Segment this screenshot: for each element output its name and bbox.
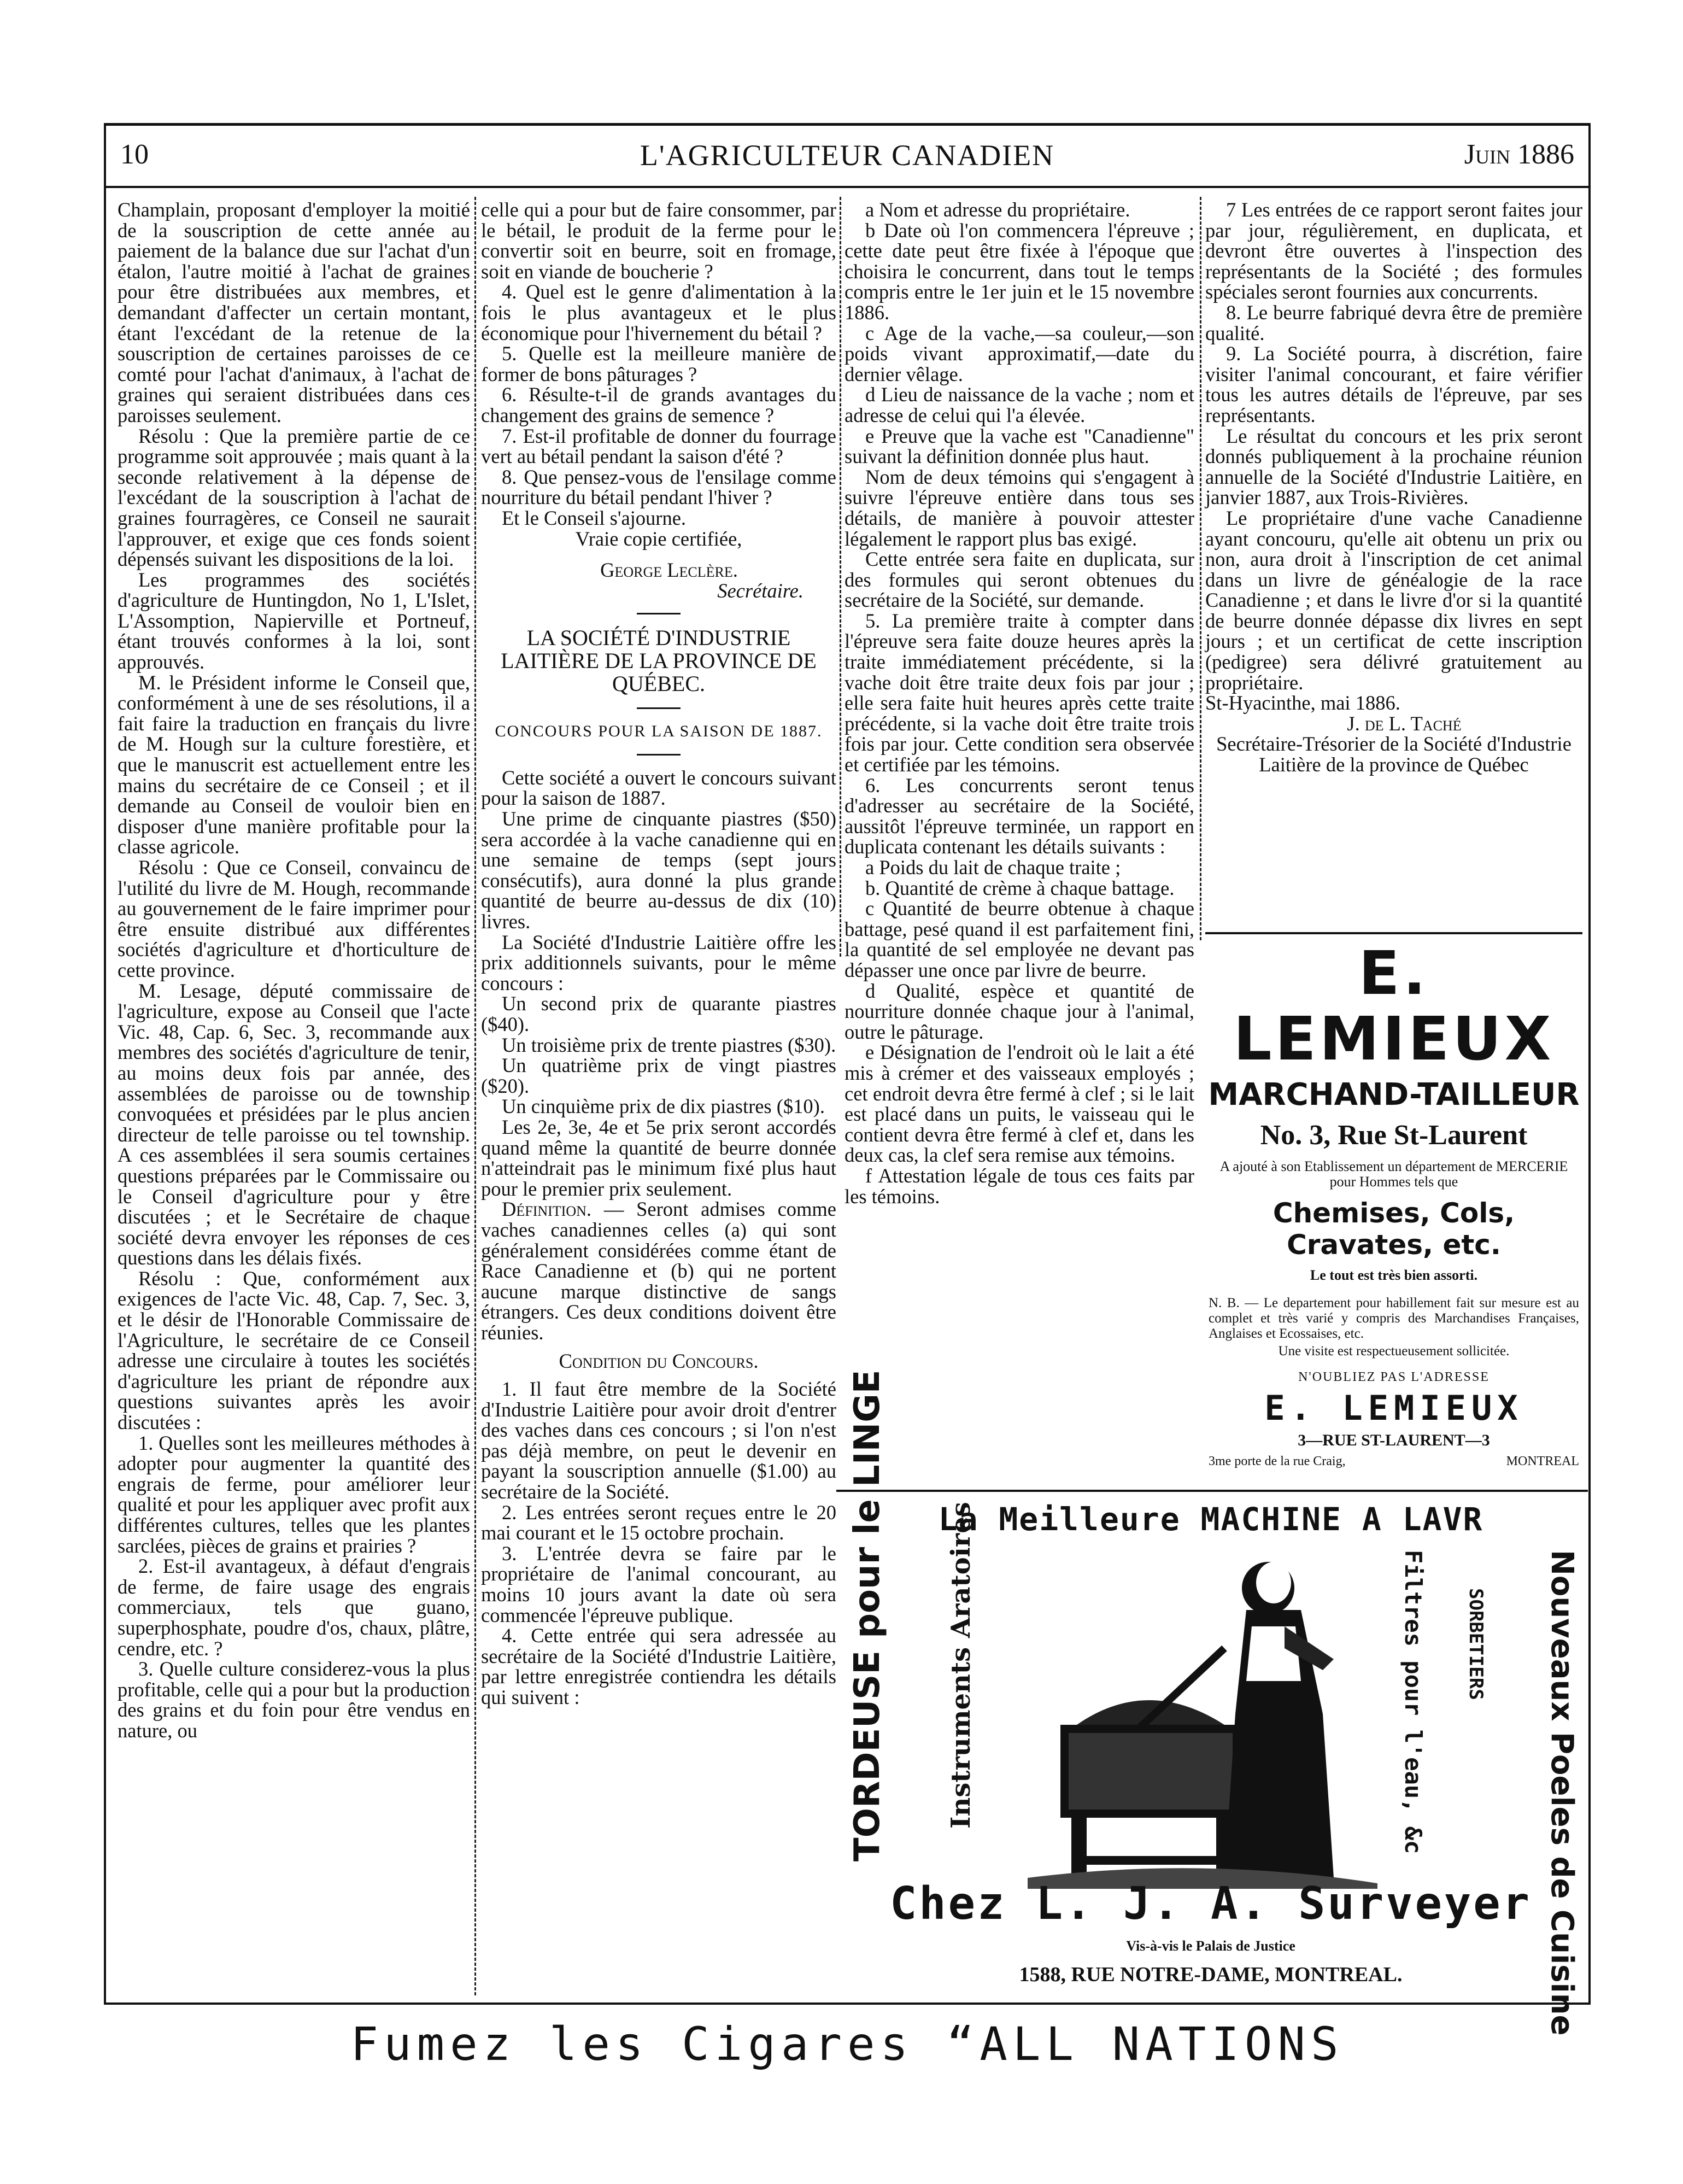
definition-text: — Seront admises comme vaches canadiennes celles (a) qui sont généralement considérées comme étant de Race Canadienne et (b) qui ne portent aucune marque distinctive de sangs étrangers. Ces deux conditions doivent être réunies. xyxy=(481,1198,836,1344)
paragraph: Un cinquième prix de dix piastres ($10). xyxy=(502,1095,825,1118)
right-frame-rule xyxy=(1588,123,1591,2004)
list-item: e Preuve que la vache est "Canadienne" suivant la définition donnée plus haut. xyxy=(845,424,1194,468)
paragraph: Le résultat du concours et les prix seront donnés publiquement à la prochaine réunion annuelle de la Société d'Industrie Laitière, en janvier 1887, aux Trois-Rivières. xyxy=(1205,424,1582,509)
paragraph: Vraie copie certifiée, xyxy=(575,527,742,550)
ad-visit: Une visite est respectueusement sollicitée. xyxy=(1278,1344,1510,1359)
ad-title: La Meilleure MACHINE A LAVR xyxy=(938,1501,1483,1538)
page-header xyxy=(104,128,1591,194)
ad-side-text: Nouveaux Poeles de Cuisine xyxy=(1544,1550,1580,2036)
paragraph: Résolu : Que ce Conseil, convaincu de l'utilité du livre de M. Hough, recommande au gouvernement de le faire imprimer pour être ensuite distribué aux différentes sociétés d'agriculture et d'horticulture de cette province. xyxy=(118,856,470,981)
paragraph: Un quatrième prix de vingt piastres ($20). xyxy=(481,1054,836,1097)
list-item: d Qualité, espèce et quantité de nourriture donnée chaque jour à l'animal, outre le pâturage. xyxy=(845,979,1194,1043)
list-item: b. Quantité de crème à chaque battage. xyxy=(865,876,1175,899)
ad-side-text: TORDEUSE pour le LINGE xyxy=(847,1369,888,1861)
question: 6. Résulte-t-il de grands avantages du changement des grains de semence ? xyxy=(481,383,836,426)
question: 4. Quel est le genre d'alimentation à la fois le plus avantageux et le plus économique pour l'hivernement du bétail ? xyxy=(481,280,836,344)
ad-name: E. LEMIEUX xyxy=(1264,1388,1523,1428)
paragraph: 9. La Société pourra, à discrétion, faire visiter l'animal concourant, et faire vérifier tous les autres détails de l'épreuve, par ses représentants. xyxy=(1205,342,1582,426)
list-item: a Poids du lait de chaque traite ; xyxy=(865,856,1121,879)
list-item: d Lieu de naissance de la vache ; nom et adresse de celui qui l'a élevée. xyxy=(845,383,1194,426)
question: 7. Est-il profitable de donner du fourrage vert au bétail pendant la saison d'été ? xyxy=(481,424,836,468)
column-divider xyxy=(1200,197,1201,940)
page-number: 10 xyxy=(120,139,149,170)
paragraph: 1. Il faut être membre de la Société d'Industrie Laitière pour avoir droit d'entrer des vaches dans ces concours ; si l'on n'est pas déjà membre, on peut le devenir en payant la souscription annuelle ($1.00) au secrétaire de la Société. xyxy=(481,1378,836,1503)
paragraph: 6. Les concurrents seront tenus d'adresser au secrétaire de la Société, aussitôt l'épreuve terminée, un rapport en duplicata contenant les détails suivants : xyxy=(845,774,1194,858)
ad-location-note: Vis-à-vis le Palais de Justice xyxy=(1126,1938,1295,1954)
signature-name: J. de L. Taché xyxy=(1347,712,1462,735)
paragraph: Nom de deux témoins qui s'engagent à suivre l'épreuve entière dans tous ses détails, de manière à pouvoir attester légalement le rapport plus bas exigé. xyxy=(845,465,1194,550)
paragraph: Résolu : Que, conformément aux exigences de l'acte Vic. 48, Cap. 7, Sec. 3, et le désir de l'Honorable Commissaire de l'Agriculture, le secrétaire de ce Conseil adresse une circulaire à toutes les sociétés d'agriculture les priant de répondre aux questions suivantes après les avoir discutées : xyxy=(118,1267,470,1434)
paragraph: St-Hyacinthe, mai 1886. xyxy=(1205,692,1400,715)
ad-side-text: Instruments Aratoires xyxy=(946,1502,976,1829)
paragraph: 2. Les entrées seront reçues entre le 20 mai courant et le 15 octobre prochain. xyxy=(481,1501,836,1544)
issue-date: Juin 1886 xyxy=(1464,139,1574,170)
ad-note: N. B. — Le departement pour habillement fait sur mesure est au complet et très varié y compris des Marchandises Françaises, Anglaises et Ecossaises, etc. xyxy=(1209,1296,1579,1341)
separator xyxy=(637,613,681,614)
paragraph: Une prime de cinquante piastres ($50) sera accordée à la vache canadienne qui en une semaine de temps (sept jours consécutifs), aura donné la plus grande quantité de beurre au-dessus de dix (10) livres. xyxy=(481,807,836,933)
paragraph: Les programmes des sociétés d'agriculture de Huntingdon, No 1, L'Islet, L'Assomption, Napierville et Portneuf, étant trouvés conformes à la loi, sont approuvés. xyxy=(118,568,470,674)
signature-title: Secrétaire-Trésorier de la Société d'Industrie Laitière de la province de Québec xyxy=(1216,733,1571,776)
question: 8. Que pensez-vous de l'ensilage comme nourriture du bétail pendant l'hiver ? xyxy=(481,465,836,509)
ad-side-text: Filtres pour l'eau, &c xyxy=(1400,1550,1427,1854)
paragraph: 4. Cette entrée qui sera adressée au secrétaire de la Société d'Industrie Laitière, par lettre enregistrée contiendra les détails qui suivent : xyxy=(481,1624,836,1708)
paragraph: 5. La première traite à compter dans l'épreuve sera faite douze heures après la traite immédiatement précédente, si la vache doit être traite deux fois par jour ; elle sera faite huit heures après cette traite précédente, si la vache doit être traite trois fois par jour. Cette condition sera observée et certifiée par les témoins. xyxy=(845,609,1194,776)
ad-intro: A ajouté à son Etablissement un département de MERCERIE pour Hommes tels que xyxy=(1219,1158,1568,1190)
paragraph: 8. Le beurre fabriqué devra être de première qualité. xyxy=(1205,301,1582,344)
paragraph: La Société d'Industrie Laitière offre les prix additionnels suivants, pour le même concours : xyxy=(481,930,836,994)
ad-address-2: 3—RUE ST-LAURENT—3 xyxy=(1298,1431,1490,1449)
section-title: LA SOCIÉTÉ D'INDUSTRIE LAITIÈRE DE LA PROVINCE DE QUÉBEC. xyxy=(501,625,817,696)
subsection-title: Condition du Concours. xyxy=(559,1349,759,1372)
bottom-frame-rule xyxy=(104,2003,1591,2005)
column-3 xyxy=(845,198,1194,1208)
paragraph: Résolu : Que la première partie de ce programme soit approuvée ; mais quant à la seconde relativement à la dépense de l'excédant de la souscription à l'achat de graines fourragères, ce Conseil ne saurait l'approuver, et exige que ces fonds soient dépensés suivant les dispositions de la loi. xyxy=(118,424,470,571)
footer-advertisement: Fumez les Cigares “ALL NATIONS xyxy=(350,2017,1344,2071)
question: 2. Est-il avantageux, à défaut d'engrais de ferme, de faire usage des engrais commerciaux, tels que guano, superphosphate, poudre d'os, chaux, plâtre, cendre, etc. ? xyxy=(118,1555,470,1660)
column-divider xyxy=(474,197,476,1995)
signature-title: Secrétaire. xyxy=(717,579,804,602)
list-item: b Date où l'on commencera l'épreuve ; cette date peut être fixée à l'époque que choisira le concurrent, dans tout le temps compris entre le 1er juin et le 15 novembre 1886. xyxy=(845,219,1194,324)
paragraph: Les 2e, 3e, 4e et 5e prix seront accordés quand même la quantité de beurre donnée n'atteindrait pas le minimum fixé plus haut pour le premier prix seulement. xyxy=(481,1115,836,1200)
header-rule xyxy=(104,186,1591,188)
definition-label: Définition. xyxy=(502,1198,592,1221)
column-1 xyxy=(118,200,470,1998)
ad-street-address: 1588, RUE NOTRE-DAME, MONTREAL. xyxy=(1019,1963,1403,1986)
ad-trade: MARCHAND-TAILLEUR xyxy=(1208,1077,1580,1113)
paragraph: Champlain, proposant d'employer la moitié de la souscription de cette année au paiement de la balance due sur l'achat d'un étalon, l'autre moitié à l'achat de graines pour être distribuées aux membres, et demandant d'affecter un certain montant, étant l'excédant de la retenue de la souscription de certaines paroisses de ce comté pour l'achat d'animaux, à l'achat de graines qui seraient distribuées dans ces paroisses seulement. xyxy=(118,198,470,426)
list-item: c Age de la vache,—sa couleur,—son poids vivant approximatif,—date du dernier vêlage. xyxy=(845,321,1194,385)
question: 3. Quelle culture considerez-vous la plus profitable, celle qui a pour but la production des grains et du foin pour être vendus en nature, ou xyxy=(118,1658,470,1742)
paragraph: 3. L'entrée devra se faire par le propriétaire de l'animal concourant, au moins 10 jours avant la date où sera commencée l'épreuve publique. xyxy=(481,1542,836,1626)
paragraph: M. le Président informe le Conseil que, conformément à une de ses résolutions, il a fait faire la traduction en français du livre de M. Hough sur la culture forestière, et que le manuscrit est actuellement entre les mains du secrétaire de ce Conseil ; et il demande au Conseil de vouloir bien en disposer d'une manière profitable pour la classe agricole. xyxy=(118,671,470,858)
ad-assort: Le tout est très bien assorti. xyxy=(1310,1267,1478,1283)
paragraph: Et le Conseil s'ajourne. xyxy=(502,506,687,529)
ad-border xyxy=(1205,932,1582,934)
paragraph: Le propriétaire d'une vache Canadienne ayant concouru, qu'elle ait obtenu un prix ou non, aura droit à l'inscription de cet animal dans un livre de généalogie de la race Canadienne ; et dans le livre d'or si la quantité de beurre donnée dépasse dix livres en sept jours ; et un certificat de cette inscription (pedigree) sera délivré gratuitement au propriétaire. xyxy=(1205,506,1582,694)
lemieux-advertisement xyxy=(1205,940,1582,1482)
question: 1. Quelles sont les meilleures méthodes à adopter pour augmenter la quantité des engrais de ferme, pour améliorer leur qualité et pour les appliquer avec profit aux différentes cultures, telles que les plantes sarclées, pièces de grains et prairies ? xyxy=(118,1431,470,1557)
paragraph: Cette entrée sera faite en duplicata, sur des formules qui seront obtenues du secrétaire de la Société, sur demande. xyxy=(845,548,1194,612)
ad-footer xyxy=(1209,1454,1579,1469)
ad-items: Chemises, Cols, Cravates, etc. xyxy=(1272,1197,1515,1261)
signature-name: George Leclère. xyxy=(600,559,738,582)
ad-headline: E. LEMIEUX xyxy=(1233,938,1555,1074)
ad-side-text: SORBETIERS xyxy=(1465,1588,1487,1700)
paragraph: Un troisième prix de trente piastres ($30). xyxy=(502,1033,836,1056)
list-item: a Nom et adresse du propriétaire. xyxy=(865,198,1130,221)
ad-address: No. 3, Rue St-Laurent xyxy=(1260,1120,1528,1151)
paragraph: M. Lesage, député commissaire de l'agriculture, expose au Conseil que l'acte Vic. 48, Cap. 6, Sec. 3, recommande aux membres des sociétés d'agriculture de tenir, au moins deux fois par année, des assemblées de paroisse ou de township convoquées et présidées par le plus ancien directeur de telle paroisse ou tel township. A ces assemblées il sera soumis certaines questions préparées par le Commissaire ou le Conseil d'agriculture pour y être discutées ; et le Secrétaire de chaque société devra envoyer les réponses de ces questions dans les délais fixés. xyxy=(118,979,470,1269)
column-4 xyxy=(1205,200,1582,932)
list-item: f Attestation légale de tous ces faits par les témoins. xyxy=(845,1164,1194,1208)
left-frame-rule xyxy=(104,123,106,2004)
ad-reminder: N'OUBLIEZ PAS L'ADRESSE xyxy=(1298,1370,1490,1384)
top-rule xyxy=(104,123,1591,126)
ad-footer-left: 3me porte de la rue Craig, xyxy=(1209,1454,1346,1468)
ad-merchant: Chez L. J. A. Surveyer xyxy=(889,1878,1532,1930)
washing-machine-illustration xyxy=(1028,1550,1377,1889)
column-2 xyxy=(481,200,836,1998)
paragraph xyxy=(481,1199,836,1343)
masthead-title: L'AGRICULTEUR CANADIEN xyxy=(640,139,1055,172)
ad-border xyxy=(836,1490,1588,1492)
paragraph: Cette société a ouvert le concours suivant pour la saison de 1887. xyxy=(481,766,836,810)
paragraph: celle qui a pour but de faire consommer, par le bétail, le produit de la ferme pour le convertir soit en beurre, soit en fromage, soit en viande de boucherie ? xyxy=(481,198,836,283)
question: 5. Quelle est la meilleure manière de former de bons pâturages ? xyxy=(481,342,836,385)
ad-footer-right: MONTREAL xyxy=(1506,1454,1579,1468)
separator xyxy=(637,754,681,756)
paragraph: 7 Les entrées de ce rapport seront faites jour par jour, régulièrement, en duplicata, et devront être ouvertes à l'inspection des représentants de la Société ; des formules spéciales seront fournies aux concurrents. xyxy=(1205,198,1582,303)
list-item: e Désignation de l'endroit où le lait a été mis à crémer et des vaisseaux employés ; cet endroit devra être fermé à clef ; si le lait est placé dans un puits, le vaisseau qui le contient devra être fermé à clef et, dans les deux cas, la clef sera remise aux témoins. xyxy=(845,1041,1194,1167)
paragraph: Un second prix de quarante piastres ($40). xyxy=(481,992,836,1035)
list-item: c Quantité de beurre obtenue à chaque battage, pesé quand il est parfaitement fini, la quantité de sel employée ne devant pas dépasser une once par livre de beurre. xyxy=(845,897,1194,981)
section-subtitle: CONCOURS POUR LA SAISON DE 1887. xyxy=(495,722,823,741)
column-divider xyxy=(840,197,841,957)
separator xyxy=(637,707,681,709)
